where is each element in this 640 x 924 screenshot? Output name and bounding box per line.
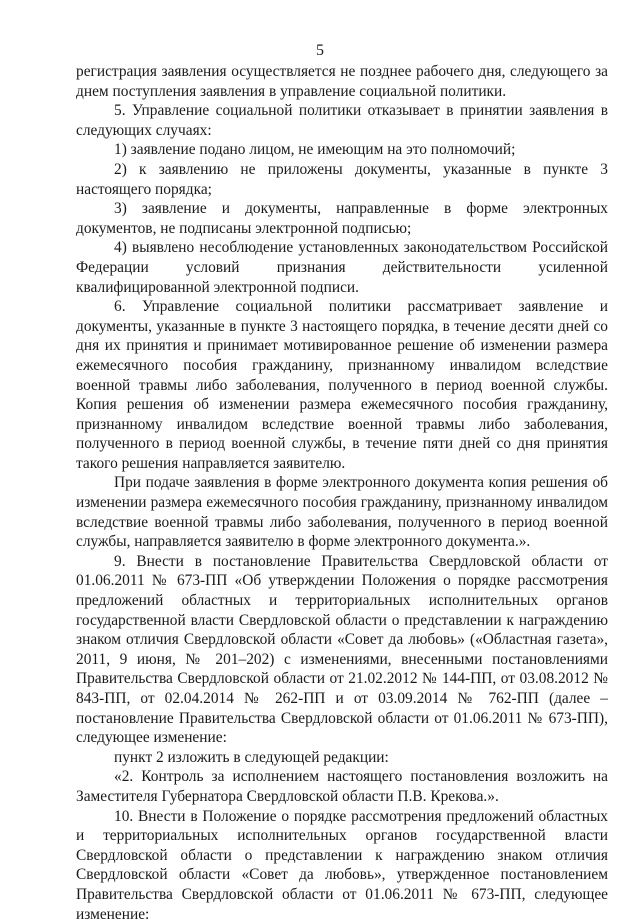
paragraph: 10. Внести в Положение о порядке рассмотрения предложений областных и территориальных исполнительных органов государственной власти Свердловской области о представлении к награждению знаком отличия Свердловской области «Совет да любовь», утвержденное постановлением Правительства Свердловской области от 01.06.2011 № 673-ПП, следующее изменение: [76, 807, 608, 923]
list-item: 2) к заявлению не приложены документы, указанные в пункте 3 настоящего порядка; [76, 160, 608, 198]
document-body [76, 62, 608, 924]
paragraph: 5. Управление социальной политики отказывает в принятии заявления в следующих случаях: [76, 102, 608, 139]
page-number: 5 [316, 42, 324, 59]
quoted-paragraph: «2. Контроль за исполнением настоящего постановления возложить на Заместителя Губернатора Свердловской области П.В. Крекова.». [76, 768, 608, 805]
paragraph: 6. Управление социальной политики рассматривает заявление и документы, указанные в пункте 3 настоящего порядка, в течение десяти дней со дня их принятия и принимает мотивированное решение об изменении размера ежемесячного пособия гражданину, признанному инвалидом вследствие военной травмы либо заболевания, полученного в период военной службы. Копия решения об изменении размера ежемесячного пособия гражданину, признанному инвалидом вследствие военной травмы либо заболевания, полученного в период военной службы, в течение пяти дней со дня принятия такого решения направляется заявителю. [76, 298, 608, 472]
list-item: 3) заявление и документы, направленные в форме электронных документов, не подписаны электронной подписью; [76, 200, 608, 237]
list-item: 4) выявлено несоблюдение установленных законодательством Российской Федерации условий признания действительности усиленной квалифицированной электронной подписи. [76, 239, 608, 296]
paragraph: 9. Внести в постановление Правительства Свердловской области от 01.06.2011 № 673-ПП «Об утверждении Положения о порядке рассмотрения предложений областных и территориальных исполнительных органов государственной власти Свердловской области о представлении к награждению знаком отличия Свердловской области «Совет да любовь» («Областная газета», 2011, 9 июня, № 201–202) с изменениями, внесенными постановлениями Правительства Свердловской области от 21.02.2012 № 144-ПП, от 03.08.2012 № 843-ПП, от 02.04.2014 № 262-ПП и от 03.09.2014 № 762-ПП (далее – постановление Правительства Свердловской области от 01.06.2011 № 673-ПП), следующее изменение: [76, 552, 608, 747]
paragraph: регистрация заявления осуществляется не позднее рабочего дня, следующего за днем поступления заявления в управление социальной политики. [76, 63, 608, 100]
list-item: 1) заявление подано лицом, не имеющим на это полномочий; [114, 141, 516, 159]
paragraph: пункт 2 изложить в следующей редакции: [114, 748, 389, 766]
paragraph: При подаче заявления в форме электронного документа копия решения об изменении размера ежемесячного пособия гражданину, признанному инвалидом вследствие военной травмы либо заболевания, полученного в период военной службы, направляется заявителю в форме электронного документа.». [76, 474, 608, 551]
